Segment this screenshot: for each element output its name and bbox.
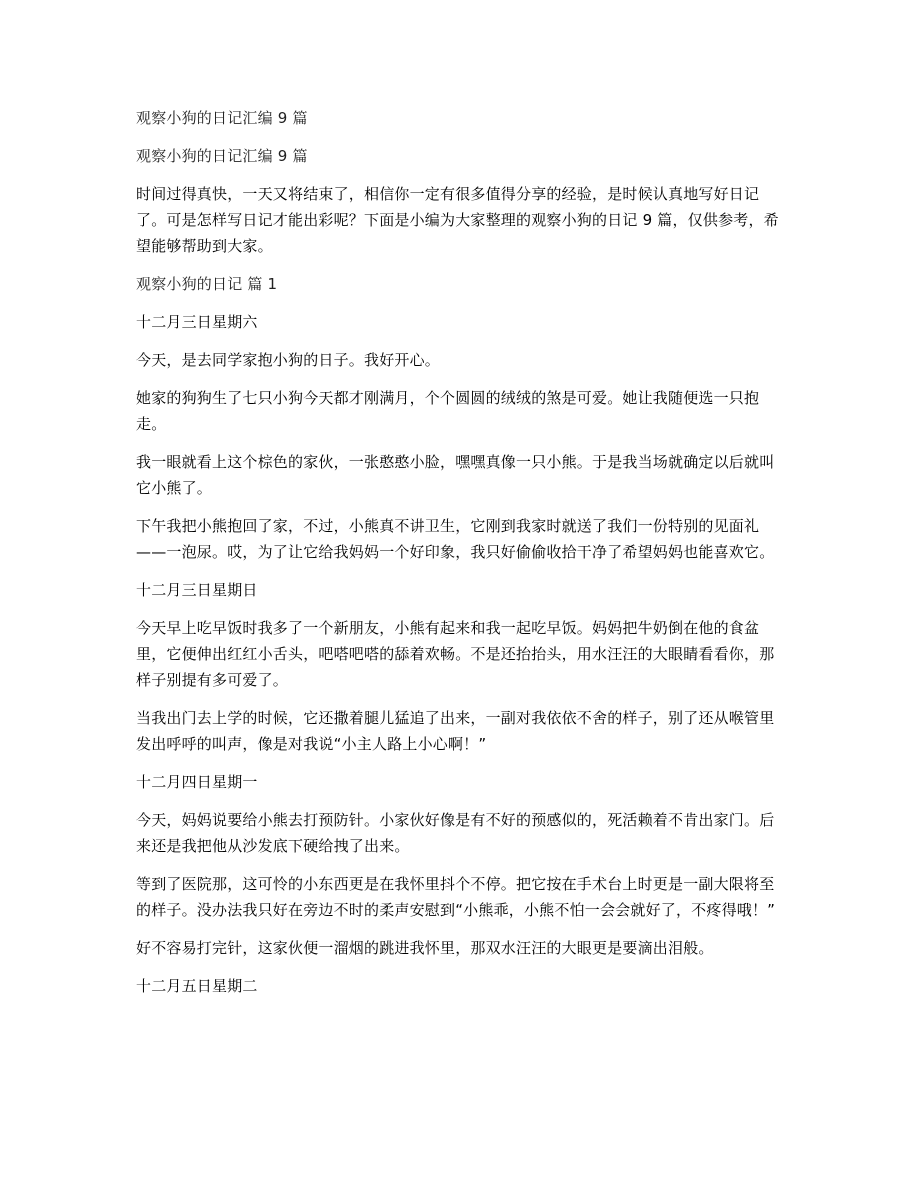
diary-paragraph: 她家的狗狗生了七只小狗今天都才刚满月，个个圆圆的绒绒的煞是可爱。她让我随便选一只抱走。	[136, 389, 760, 433]
diary-paragraph: 下午我把小熊抱回了家，不过，小熊真不讲卫生，它刚到我家时就送了我们一份特别的见面礼——一泡尿。哎，为了让它给我妈妈一个好印象，我只好偷偷收拾干净了希望妈妈也能喜欢它。	[136, 517, 775, 561]
diary-date: 十二月四日星期一	[136, 773, 258, 791]
diary-date: 十二月五日星期二	[136, 977, 258, 995]
intro-paragraph: 时间过得真快，一天又将结束了，相信你一定有很多值得分享的经验，是时候认真地写好日记了。可是怎样写日记才能出彩呢？下面是小编为大家整理的观察小狗的日记 9 篇，仅供参考，希望能够帮助到大家。	[136, 185, 779, 255]
document-body	[136, 105, 786, 1011]
diary-date: 十二月三日星期六	[136, 313, 258, 331]
doc-title: 观察小狗的日记汇编 9 篇	[136, 109, 308, 127]
diary-paragraph: 今天，妈妈说要给小熊去打预防针。小家伙好像是有不好的预感似的，死活赖着不肯出家门。后来还是我把他从沙发底下硬给拽了出来。	[136, 811, 775, 855]
diary-date: 十二月三日星期日	[136, 581, 258, 599]
diary-paragraph: 我一眼就看上这个棕色的家伙，一张憨憨小脸，嘿嘿真像一只小熊。于是我当场就确定以后就叫它小熊了。	[136, 453, 775, 497]
section-heading: 观察小狗的日记 篇 1	[136, 275, 278, 293]
diary-paragraph: 今天，是去同学家抱小狗的日子。我好开心。	[136, 351, 441, 369]
diary-paragraph: 好不容易打完针，这家伙便一溜烟的跳进我怀里，那双水汪汪的大眼更是要滴出泪般。	[136, 939, 714, 957]
diary-paragraph: 等到了医院那，这可怜的小东西更是在我怀里抖个不停。把它按在手术台上时更是一副大限将至的样子。没办法我只好在旁边不时的柔声安慰到“小熊乖，小熊不怕一会会就好了，不疼得哦！”	[136, 875, 776, 919]
diary-paragraph: 今天早上吃早饭时我多了一个新朋友，小熊有起来和我一起吃早饭。妈妈把牛奶倒在他的食盆里，它便伸出红红小舌头，吧嗒吧嗒的舔着欢畅。不是还抬抬头，用水汪汪的大眼睛看看你，那样子别提有多可爱了。	[136, 619, 775, 689]
doc-subtitle: 观察小狗的日记汇编 9 篇	[136, 147, 308, 165]
diary-paragraph: 当我出门去上学的时候，它还撒着腿儿猛追了出来，一副对我依依不舍的样子，别了还从喉管里发出呼呼的叫声，像是对我说“小主人路上小心啊！”	[136, 709, 775, 753]
